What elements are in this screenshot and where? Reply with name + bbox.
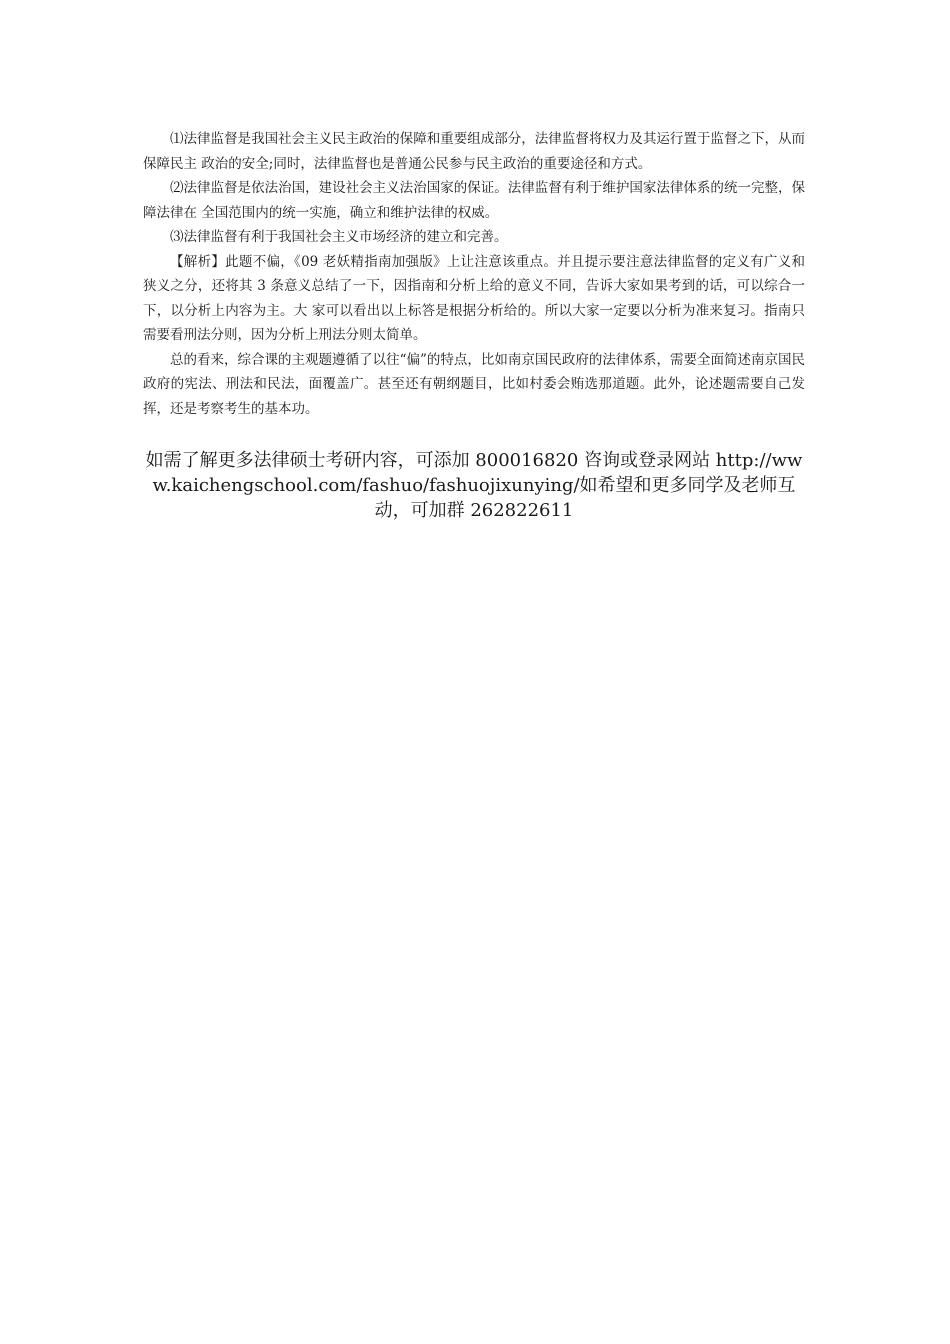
document-body: [143, 127, 805, 421]
paragraph-1: ⑴法律监督是我国社会主义民主政治的保障和重要组成部分，法律监督将权力及其运行置于监督之下，从而保障民主 政治的安全;同时，法律监督也是普通公民参与民主政治的重要途径和方式。: [143, 131, 805, 172]
paragraph-2: ⑵法律监督是依法治国，建设社会主义法治国家的保证。法律监督有利于维护国家法律体系的统一完整，保障法律在 全国范围内的统一实施，确立和维护法律的权威。: [143, 180, 805, 221]
summary-paragraph: 总的看来，综合课的主观题遵循了以往“偏”的特点，比如南京国民政府的法律体系，需要全面简述南京国民政府的宪法、刑法和民法，面覆盖广。甚至还有朝纲题目，比如村委会贿选那道题。此外，论述题需要自己发挥，还是考察考生的基本功。: [143, 351, 805, 417]
paragraph-3: ⑶法律监督有利于我国社会主义市场经济的建立和完善。: [170, 229, 508, 245]
footer-promo-note: 如需了解更多法律硕士考研内容，可添加 800016820 咨询或登录网站 http://www.kaichengschool.com/fashuo/fashuojixunying/如希望和更多同学及老师互动，可加群 262822611: [145, 450, 803, 521]
analysis-paragraph: 【解析】此题不偏，《09 老妖精指南加强版》上让注意该重点。并且提示要注意法律监督的定义有广义和狭义之分，还将其 3 条意义总结了一下，因指南和分析上给的意义不同，告诉大家如果考到的话，可以综合一下，以分析上内容为主。大 家可以看出以上标答是根据分析给的。所以大家一定要以分析为准来复习。指南只需要看刑法分则，因为分析上刑法分则太简单。: [143, 253, 805, 343]
